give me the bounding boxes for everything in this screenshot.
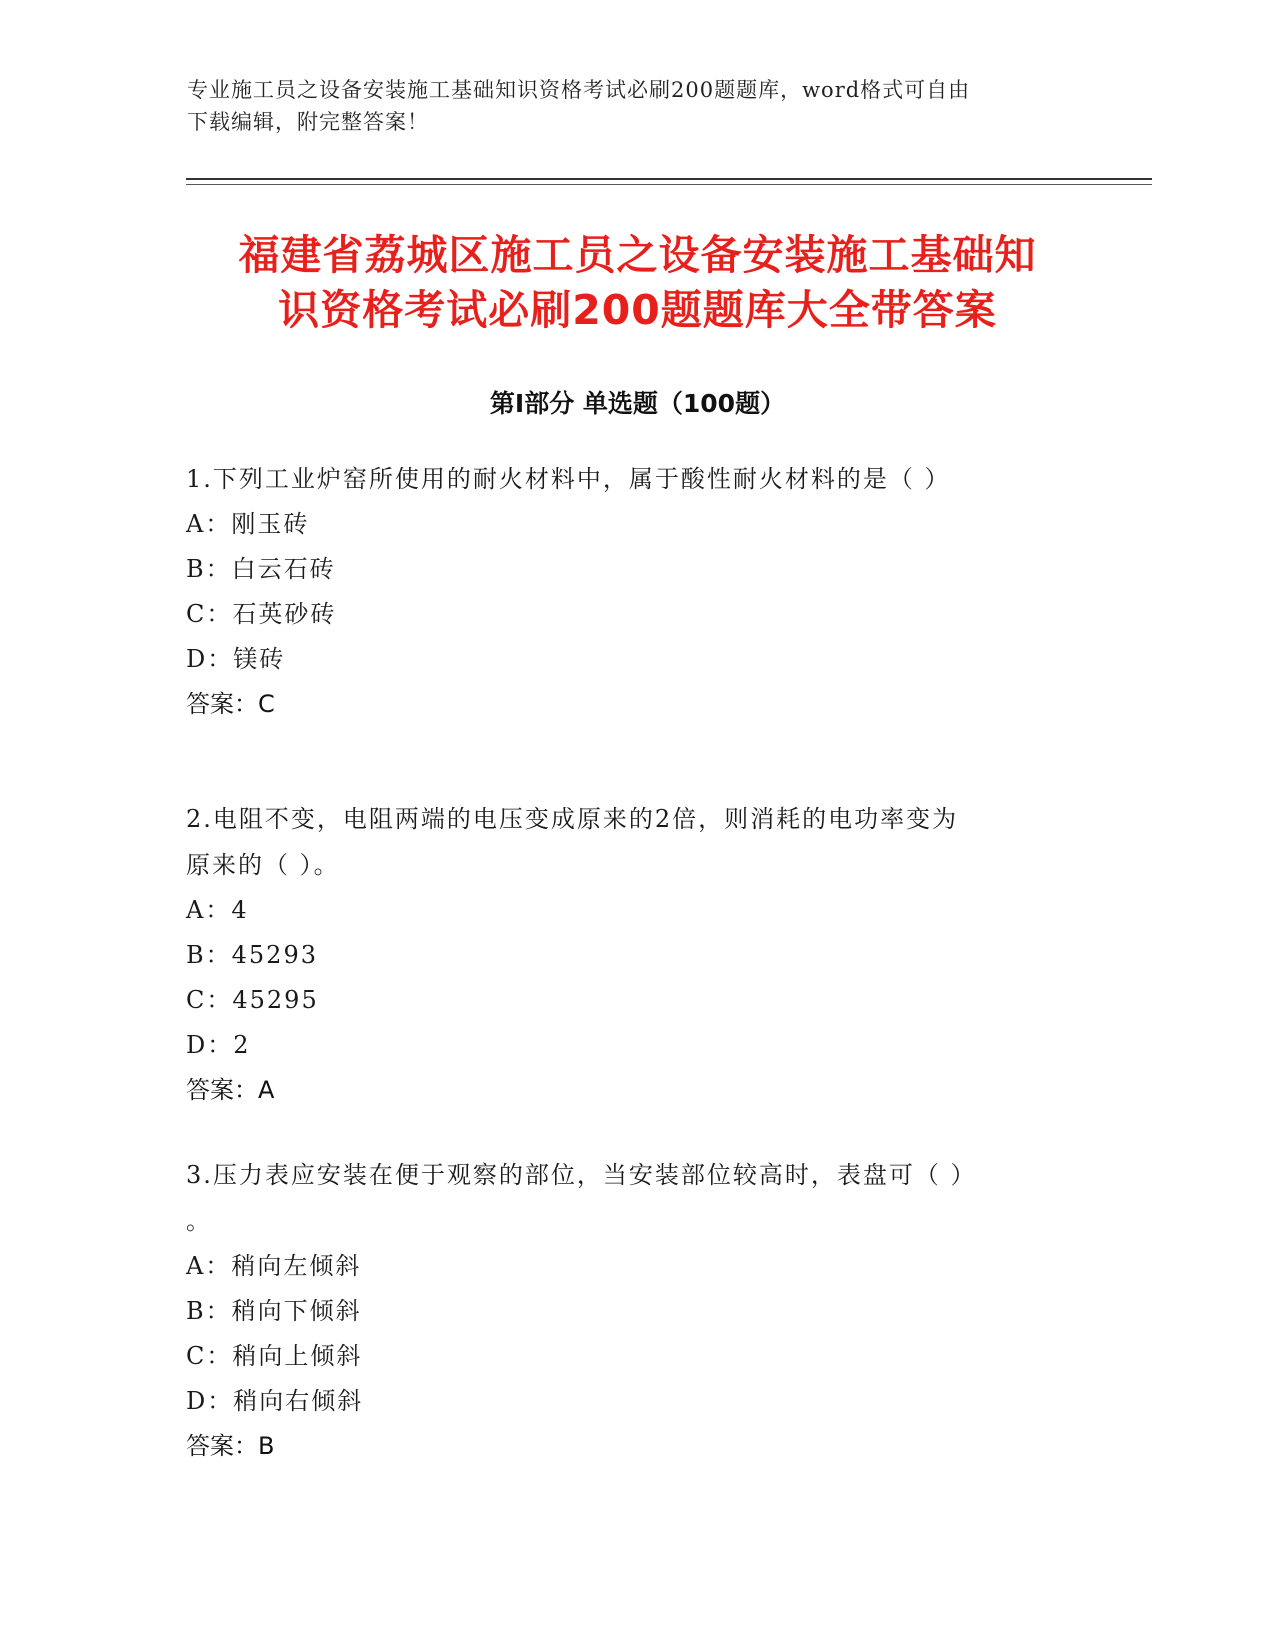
option-a: A：4 [186, 896, 249, 924]
answer-label: 答案：A [186, 1076, 275, 1104]
option-b: B：45293 [186, 941, 318, 969]
option-a: A：刚玉砖 [186, 510, 310, 538]
question-block [186, 796, 1066, 1113]
question-stem: 1.下列工业炉窑所使用的耐火材料中，属于酸性耐火材料的是（ ） [186, 465, 951, 493]
option-c: C：石英砂砖 [186, 600, 337, 628]
header-divider-thin [186, 184, 1152, 185]
option-d: D：2 [186, 1031, 251, 1059]
header-note-line-2: 下载编辑，附完整答案！ [187, 110, 429, 134]
option-b: B：白云石砖 [186, 555, 336, 583]
question-stem-line-2: 原来的（ ）。 [186, 851, 340, 879]
question-stem-line-1: 3.压力表应安装在便于观察的部位，当安装部位较高时，表盘可（ ） [186, 1161, 977, 1189]
option-a: A：稍向左倾斜 [186, 1252, 362, 1280]
question-stem-line-2: 。 [186, 1207, 212, 1235]
header-note-line-1: 专业施工员之设备安装施工基础知识资格考试必刷200题题库，word格式可自由 [187, 78, 971, 102]
header-note [187, 74, 1087, 138]
document-title-line-1: 福建省荔城区施工员之设备安装施工基础知 [238, 231, 1037, 279]
option-d: D：镁砖 [186, 645, 286, 673]
option-c: C：稍向上倾斜 [186, 1342, 363, 1370]
document-title-line-2: 识资格考试必刷200题题库大全带答案 [278, 286, 997, 334]
option-b: B：稍向下倾斜 [186, 1297, 362, 1325]
answer-label: 答案：C [186, 690, 275, 718]
header-divider-thick [186, 178, 1152, 180]
question-block [186, 1152, 1066, 1469]
answer-label: 答案：B [186, 1432, 275, 1460]
question-block [186, 456, 1066, 727]
section-title: 第Ⅰ部分 单选题（100题） [489, 389, 786, 418]
option-d: D：稍向右倾斜 [186, 1387, 364, 1415]
option-c: C：45295 [186, 986, 319, 1014]
document-title [180, 228, 1095, 338]
question-stem-line-1: 2.电阻不变，电阻两端的电压变成原来的2倍，则消耗的电功率变为 [186, 805, 959, 833]
